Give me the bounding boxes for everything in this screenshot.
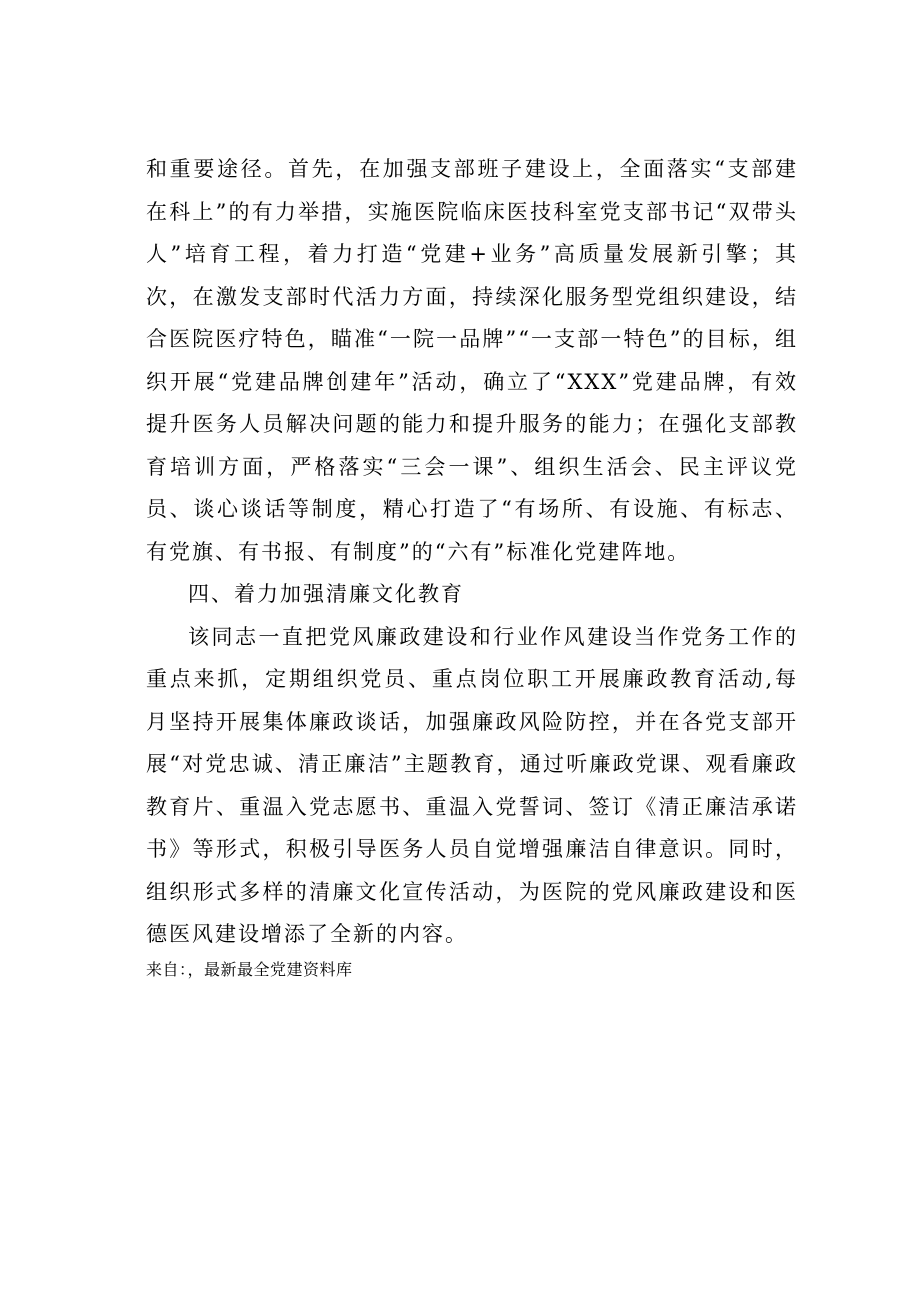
section-heading: 四、着力加强清廉文化教育 xyxy=(188,582,464,606)
source-note: 来自：，最新最全党建资料库 xyxy=(146,959,353,979)
body-paragraph: 该同志一直把党风廉政建设和行业作风建设当作党务工作的重点来抓，定期组织党员、重点岗位职工开展廉政教育活动,每月坚持开展集体廉政谈话，加强廉政风险防控，并在各党支部开展“对党忠诚、清正廉洁”主题教育，通过听廉政党课、观看廉政教育片、重温入党志愿书、重温入党誓词、签订《清正廉洁承诺书》等形式，积极引导医务人员自觉增强廉洁自律意识。同时，组织形式多样的清廉文化宣传活动，为医院的党风廉政建设和医德医风建设增添了全新的内容。 xyxy=(146,624,798,946)
document-body xyxy=(146,148,798,984)
body-paragraph-continued: 和重要途径。首先，在加强支部班子建设上，全面落实“支部建在科上”的有力举措，实施医院临床医技科室党支部书记“双带头人”培育工程，着力打造“党建+业务”高质量发展新引擎；其次，在激发支部时代活力方面，持续深化服务型党组织建设，结合医院医疗特色，瞄准“一院一品牌”“一支部一特色”的目标，组织开展“党建品牌创建年”活动，确立了“XXX”党建品牌，有效提升医务人员解决问题的能力和提升服务的能力；在强化支部教育培训方面，严格落实“三会一课”、组织生活会、民主评议党员、谈心谈话等制度，精心打造了“有场所、有设施、有标志、有党旗、有书报、有制度”的“六有”标准化党建阵地。 xyxy=(146,157,798,564)
